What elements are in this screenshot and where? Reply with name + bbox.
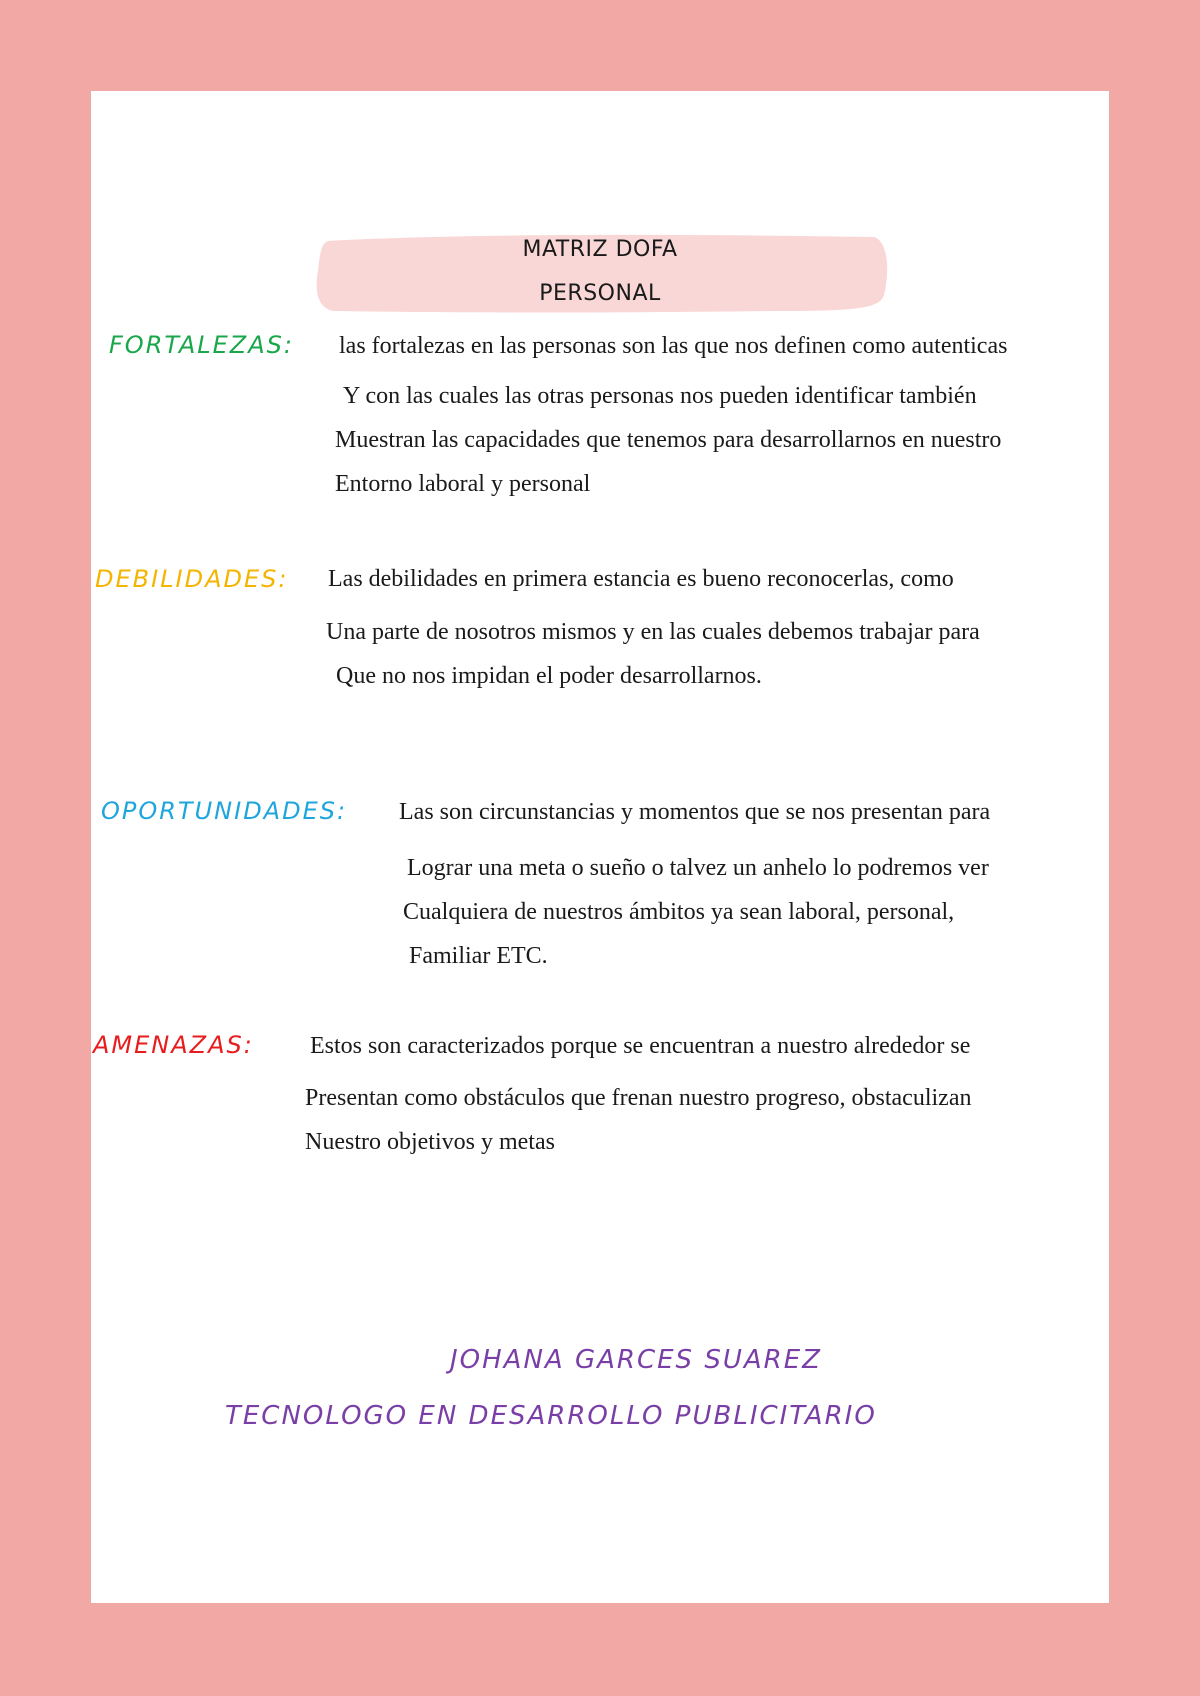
fortalezas-line-2: Y con las cuales las otras personas nos pueden identificar también [343,383,977,409]
title-line-1: MATRIZ DOFA [522,237,678,262]
title-line-2: PERSONAL [539,281,661,306]
fortalezas-line-3: Muestran las capacidades que tenemos para desarrollarnos en nuestro [335,427,1002,453]
debilidades-line-2: Una parte de nosotros mismos y en las cuales debemos trabajar para [326,619,980,645]
amenazas-line-2: Presentan como obstáculos que frenan nuestro progreso, obstaculizan [305,1085,972,1111]
label-fortalezas: FORTALEZAS: [109,331,294,359]
amenazas-line-1: Estos son caracterizados porque se encuentran a nuestro alrededor se [310,1033,971,1059]
label-debilidades: DEBILIDADES: [95,565,289,593]
document-page [91,91,1109,1603]
oportunidades-line-4: Familiar ETC. [409,943,548,969]
debilidades-line-3: Que no nos impidan el poder desarrollarnos. [336,663,762,689]
fortalezas-line-1: las fortalezas en las personas son las que nos definen como autenticas [339,333,1008,359]
label-amenazas: AMENAZAS: [93,1031,254,1059]
author-role: TECNOLOGO EN DESARROLLO PUBLICITARIO [225,1401,877,1431]
oportunidades-line-3: Cualquiera de nuestros ámbitos ya sean laboral, personal, [403,899,955,925]
debilidades-line-1: Las debilidades en primera estancia es bueno reconocerlas, como [328,566,954,592]
label-oportunidades: OPORTUNIDADES: [101,797,348,825]
fortalezas-line-4: Entorno laboral y personal [335,471,591,497]
oportunidades-line-2: Lograr una meta o sueño o talvez un anhelo lo podremos ver [407,855,989,881]
oportunidades-line-1: Las son circunstancias y momentos que se nos presentan para [399,799,991,825]
author-name: JOHANA GARCES SUAREZ [450,1345,822,1375]
amenazas-line-3: Nuestro objetivos y metas [305,1129,555,1155]
